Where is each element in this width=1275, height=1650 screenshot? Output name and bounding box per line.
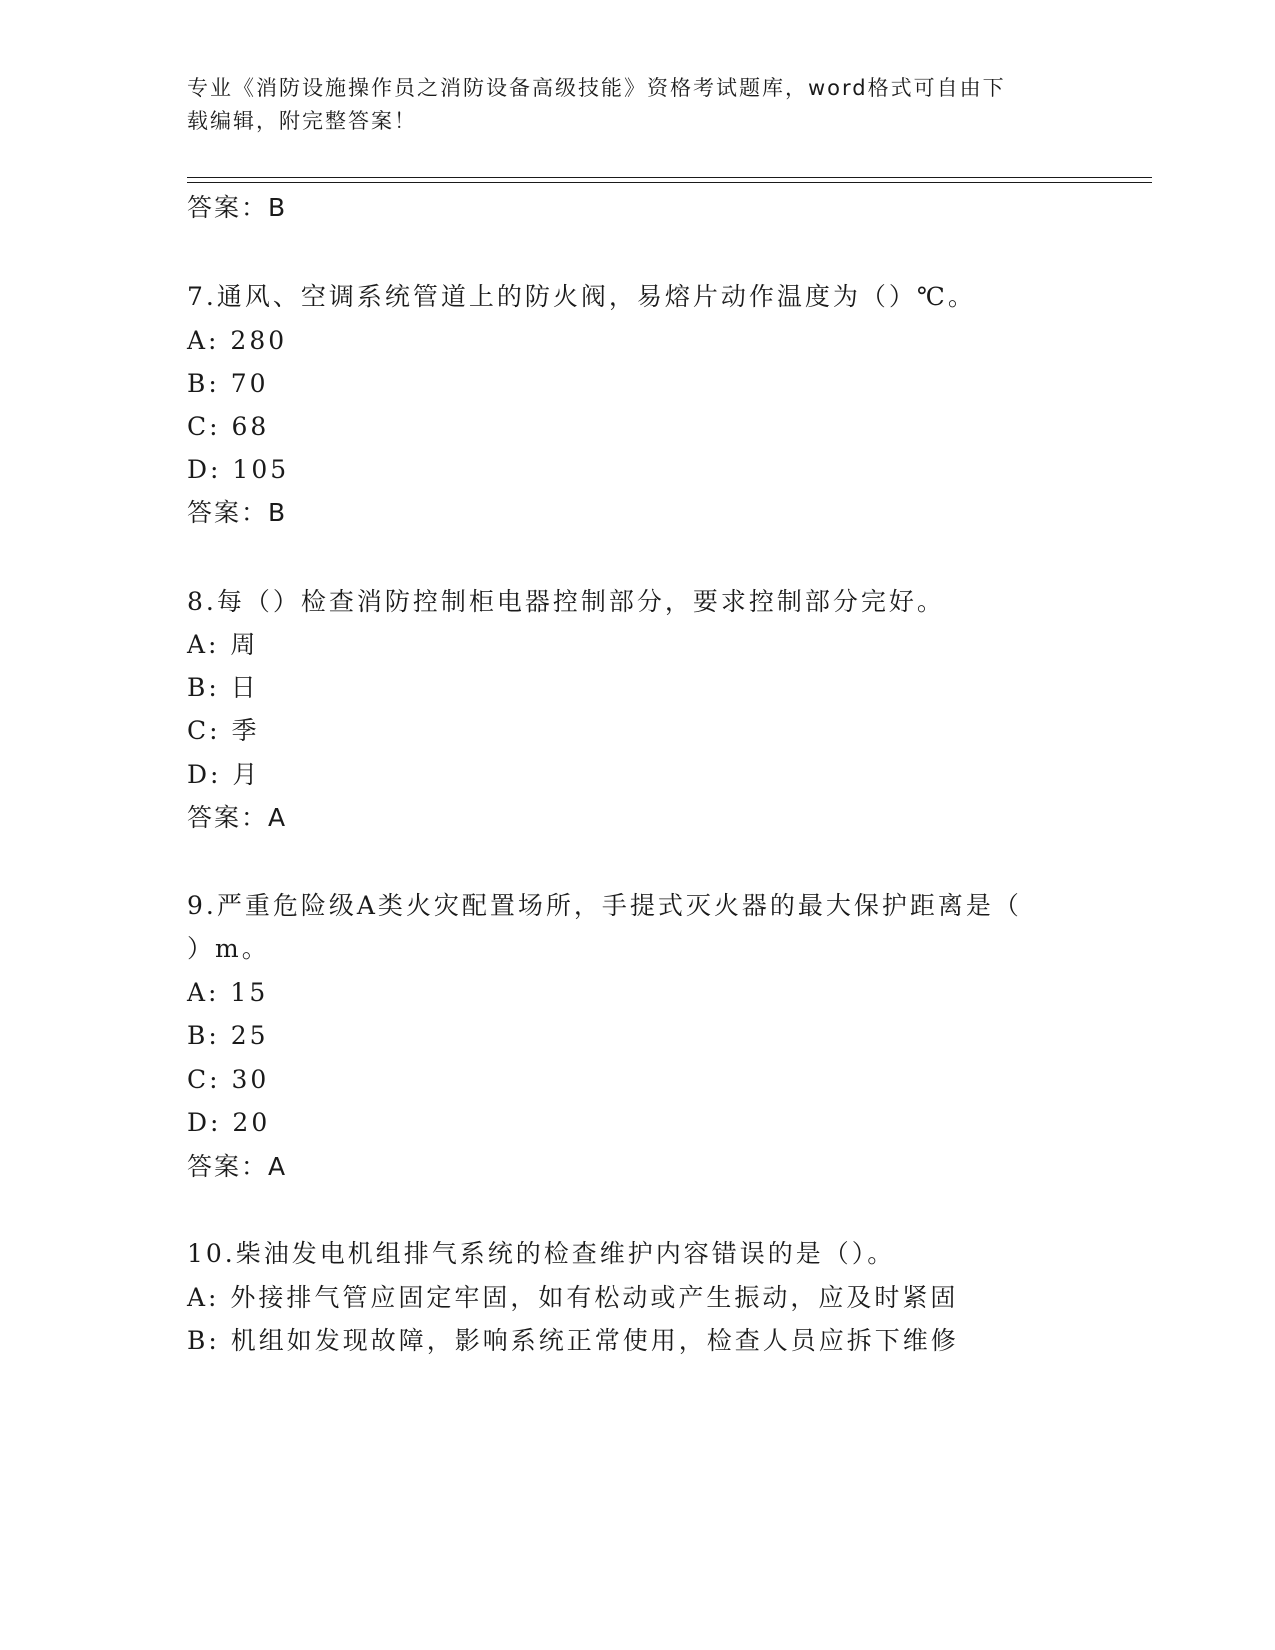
question-7-option-a: A: 280	[187, 326, 288, 355]
question-7-option-d: D: 105	[187, 455, 290, 484]
question-7-option-b: B: 70	[187, 369, 269, 398]
question-10-option-b: B: 机组如发现故障，影响系统正常使用，检查人员应拆下维修	[187, 1326, 959, 1355]
question-10-text: 10.柴油发电机组排气系统的检查维护内容错误的是（）。	[187, 1239, 896, 1268]
question-8-option-a: A: 周	[187, 630, 259, 659]
question-8-answer: 答案：A	[187, 803, 288, 832]
header-divider-bottom	[187, 182, 1152, 183]
question-7-option-c: C: 68	[187, 412, 270, 441]
question-8-option-d: D: 月	[187, 760, 261, 789]
question-8-text: 8.每（）检查消防控制柜电器控制部分，要求控制部分完好。	[187, 587, 945, 616]
question-9-option-c: C: 30	[187, 1065, 270, 1094]
question-9-text-line-1: 9.严重危险级A类火灾配置场所，手提式灭火器的最大保护距离是（	[187, 891, 1022, 920]
question-9-answer: 答案：A	[187, 1152, 288, 1181]
header-line-2: 载编辑，附完整答案！	[187, 109, 417, 133]
question-8-option-c: C: 季	[187, 716, 260, 745]
question-9-text-line-2: ）m。	[187, 934, 270, 963]
question-9-option-b: B: 25	[187, 1021, 269, 1050]
header-line-1: 专业《消防设施操作员之消防设备高级技能》资格考试题库，word格式可自由下	[187, 76, 1006, 100]
question-9-option-d: D: 20	[187, 1108, 271, 1137]
question-10-option-a: A: 外接排气管应固定牢固，如有松动或产生振动，应及时紧固	[187, 1283, 959, 1312]
answer-line: 答案：B	[187, 193, 288, 222]
header-divider-top	[187, 177, 1152, 178]
question-7-answer: 答案：B	[187, 498, 288, 527]
question-7-text: 7.通风、空调系统管道上的防火阀，易熔片动作温度为（）℃。	[187, 282, 976, 311]
question-9-option-a: A: 15	[187, 978, 269, 1007]
document-header	[187, 72, 1087, 138]
question-8-option-b: B: 日	[187, 673, 259, 702]
